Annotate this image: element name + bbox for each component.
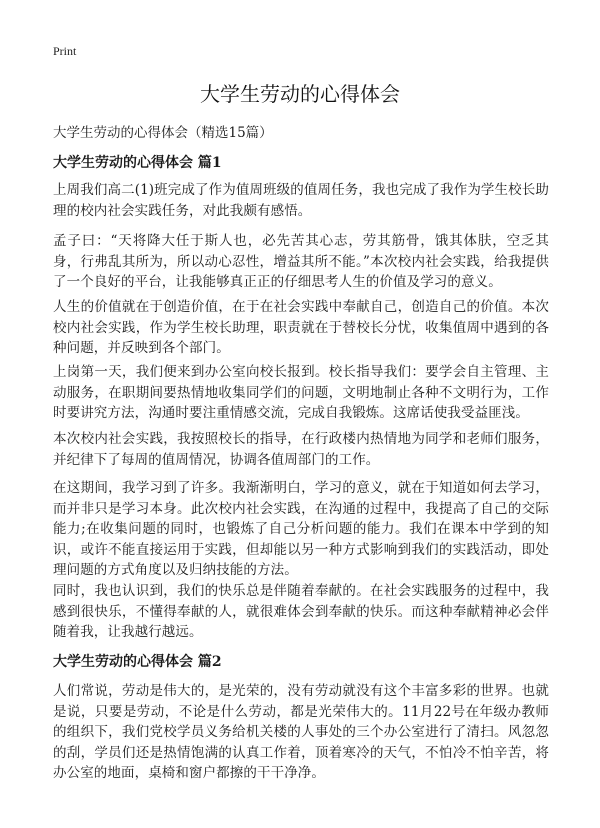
paragraph: 在这期间，我学习到了许多。我渐渐明白，学习的意义，就在于知道如何去学习，而并非只是学习本身。此次校内社会实践，在沟通的过程中，我提高了自己的交际能力;在收集问题的同时，也锻炼了自己分析问题的能力。我们在课本中学到的知识，或许不能直接运用于实践，但却能以另一种方式影响到我们的实践活动，即处理问题的方式角度以及归纳技能的方法。	[53, 480, 549, 578]
paragraph: 上岗第一天，我们便来到办公室向校长报到。校长指导我们：要学会自主管理、主动服务，在职期间要热情地收集同学们的问题，文明地制止各种不文明行为，工作时要讲究方法，沟通时要注重情感交流，完成自我锻炼。这席话使我受益匪浅。	[53, 364, 549, 421]
section-heading: 大学生劳动的心得体会 篇2	[53, 654, 222, 670]
print-link[interactable]: Print	[53, 44, 77, 58]
paragraph: 本次校内社会实践，我按照校长的指导，在行政楼内热情地为同学和老师们服务，并纪律下了每周的值周情况，协调各值周部门的工作。	[53, 431, 549, 468]
page-title: 大学生劳动的心得体会	[200, 82, 400, 106]
paragraph: 同时，我也认识到，我们的快乐总是伴随着奉献的。在社会实践服务的过程中，我感到很快乐，不懂得奉献的人，就很难体会到奉献的快乐。而这种奉献精神必会伴随着我，让我越行越远。	[53, 583, 549, 640]
paragraph: 人们常说，劳动是伟大的，是光荣的，没有劳动就没有这个丰富多彩的世界。也就是说，只要是劳动，不论是什么劳动，都是光荣伟大的。11月22号在年级办教师的组织下，我们党校学员义务给机关楼的人事处的三个办公室进行了清扫。风忽忽的刮，学员们还是热情饱满的认真工作着，顶着寒冷的天气，不怕冷不怕辛苦，将办公室的地面，桌椅和窗户都擦的干干净净。	[53, 683, 549, 781]
paragraph: 人生的价值就在于创造价值，在于在社会实践中奉献自己，创造自己的价值。本次校内社会实践，作为学生校长助理，职责就在于替校长分忧，收集值周中遇到的各种问题，并反映到各个部门。	[53, 299, 549, 356]
paragraph: 上周我们高二(1)班完成了作为值周班级的值周任务，我也完成了我作为学生校长助理的校内社会实践任务，对此我颇有感悟。	[53, 182, 549, 219]
paragraph: 孟子曰：“天将降大任于斯人也，必先苦其心志，劳其筋骨，饿其体肤，空乏其身，行弗乱其所为，所以动心忍性，增益其所不能。”本次校内社会实践，给我提供了一个良好的平台，让我能够真正正的仔细思考人生的价值及学习的意义。	[53, 233, 549, 290]
article-subtitle: 大学生劳动的心得体会（精选15篇）	[53, 125, 273, 141]
section-heading: 大学生劳动的心得体会 篇1	[53, 155, 222, 171]
